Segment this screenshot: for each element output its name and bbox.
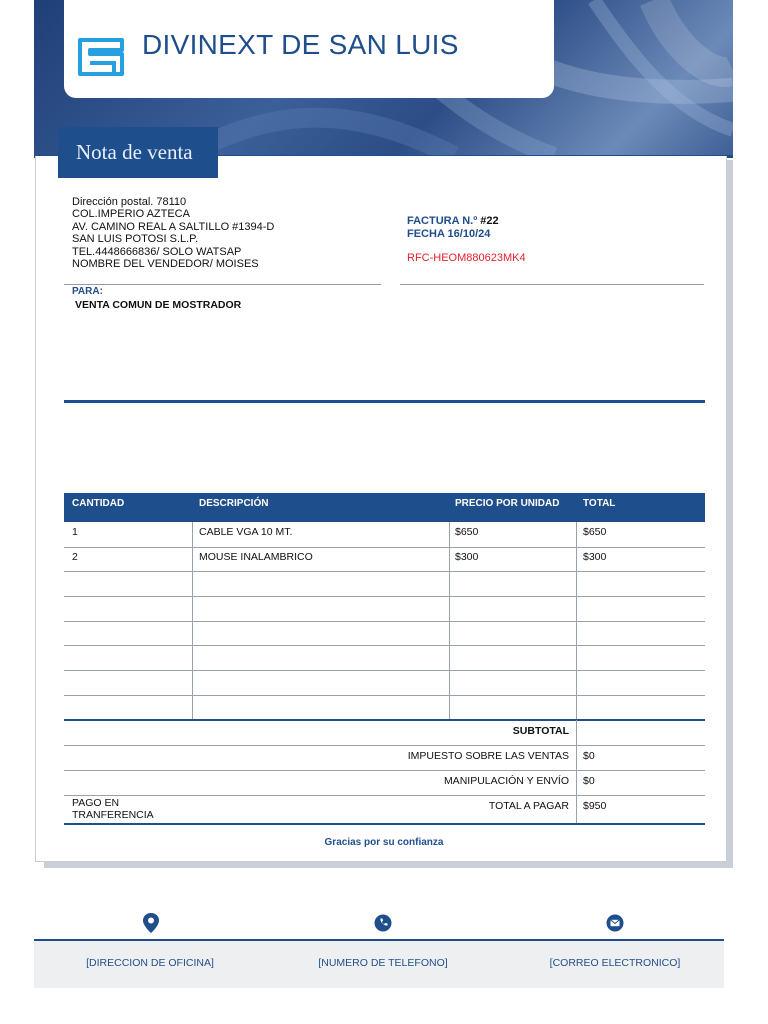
email-icon <box>605 912 625 934</box>
header-total: TOTAL <box>583 498 616 509</box>
table-row <box>64 596 705 622</box>
invoice-number-label: FACTURA N.º <box>407 215 478 227</box>
table-cell: 1 <box>72 526 78 538</box>
payment-line: PAGO EN <box>72 797 120 809</box>
invoice-date: 16/10/24 <box>447 228 491 240</box>
invoice-date-label: FECHA <box>407 228 445 240</box>
header-descripcion: DESCRIPCIÓN <box>199 498 269 509</box>
summary-divider-bottom <box>64 823 705 825</box>
divider-right <box>400 284 704 285</box>
table-cell: $300 <box>455 550 479 563</box>
header-cantidad: CANTIDAD <box>72 498 125 509</box>
divider-left <box>64 284 381 285</box>
address-line: TEL.4448666836/ SOLO WATSAP <box>72 245 242 258</box>
document-title-tab: Nota de venta <box>58 127 218 178</box>
summary-column-divider <box>576 720 577 823</box>
table-row <box>64 670 705 696</box>
total-value: $950 <box>583 800 607 812</box>
total-row <box>64 796 705 820</box>
column-divider <box>192 522 193 720</box>
table-cell: CABLE VGA 10 MT. <box>199 526 293 538</box>
invoice-number: #22 <box>480 215 499 227</box>
address-line: NOMBRE DEL VENDEDOR/ MOISES <box>72 258 259 271</box>
footer-office-address: [DIRECCION DE OFICINA] <box>86 957 214 969</box>
footer-phone-number: [NUMERO DE TELEFONO] <box>318 957 448 969</box>
footer-email-address: [CORREO ELECTRONICO] <box>549 957 681 969</box>
table-row <box>64 522 705 548</box>
phone-icon <box>373 912 393 934</box>
tax-label: IMPUESTO SOBRE LAS VENTAS <box>407 750 569 762</box>
address-line: SAN LUIS POTOSI S.L.P. <box>72 233 199 246</box>
tax-value: $0 <box>583 750 595 762</box>
total-label: TOTAL A PAGAR <box>488 800 569 812</box>
company-name: DIVINEXT DE SAN LUIS <box>142 29 459 60</box>
table-row <box>64 621 705 647</box>
tax-row <box>64 746 705 771</box>
invoice-info <box>407 215 499 241</box>
payment-line: TRANFERENCIA <box>72 809 154 821</box>
table-row <box>64 646 705 672</box>
rfc-code: RFC-HEOM880623MK4 <box>407 252 526 264</box>
address-line: COL.IMPERIO AZTECA <box>72 208 190 221</box>
subtotal-row <box>64 721 705 746</box>
table-cell: $650 <box>455 526 479 538</box>
table-cell: $650 <box>583 526 607 538</box>
sender-address <box>72 196 274 270</box>
footer-divider <box>34 939 724 941</box>
thanks-message: Gracias por su confianza <box>324 837 444 848</box>
address-line: Dirección postal. 78110 <box>72 196 187 208</box>
payment-method <box>72 797 154 821</box>
table-cell: $300 <box>583 550 607 563</box>
recipient-label: PARA: <box>72 286 103 297</box>
address-line: AV. CAMINO REAL A SALTILLO #1394-D <box>72 220 275 233</box>
table-header <box>64 493 705 522</box>
column-divider <box>576 522 577 720</box>
table-cell: MOUSE INALAMBRICO <box>199 550 313 563</box>
recipient-value: VENTA COMUN DE MOSTRADOR <box>75 299 242 311</box>
company-logo-icon <box>78 37 126 77</box>
table-row <box>64 547 705 573</box>
location-pin-icon <box>141 912 161 934</box>
subtotal-label: SUBTOTAL <box>512 725 569 737</box>
handling-label: MANIPULACIÓN Y ENVÍO <box>443 775 569 787</box>
table-cell: 2 <box>72 550 78 563</box>
handling-row <box>64 771 705 796</box>
header-precio: PRECIO POR UNIDAD <box>455 498 560 509</box>
section-divider <box>64 400 705 403</box>
column-divider <box>449 522 450 720</box>
handling-value: $0 <box>583 775 595 787</box>
table-row <box>64 695 705 721</box>
table-row <box>64 571 705 597</box>
